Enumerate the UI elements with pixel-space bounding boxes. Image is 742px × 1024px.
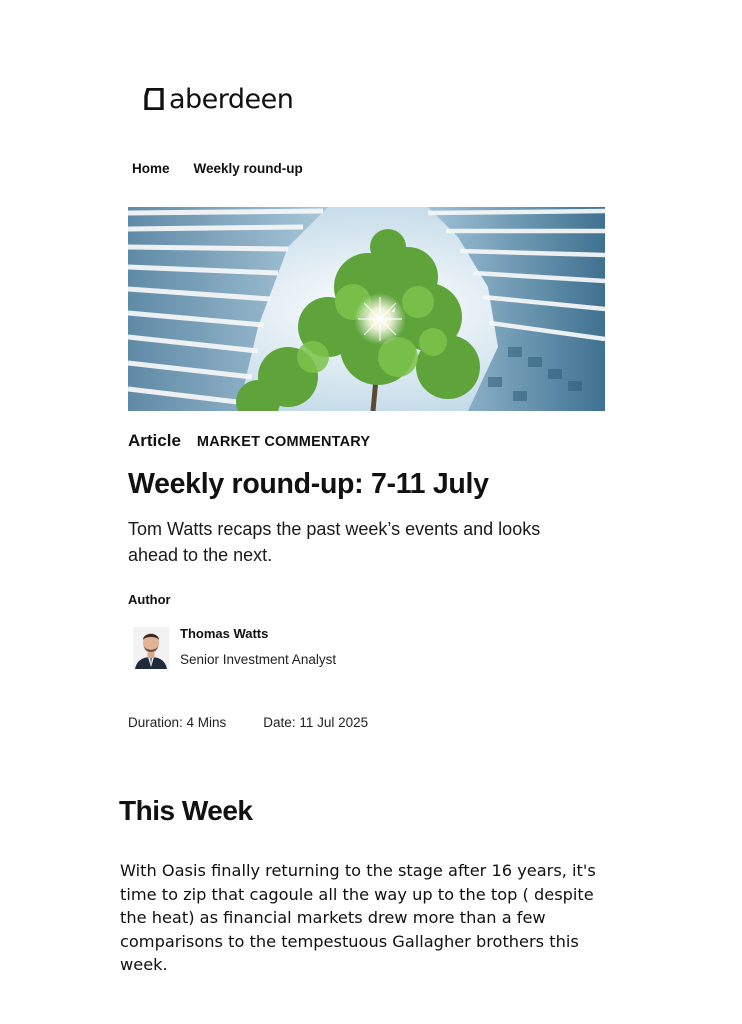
author-name[interactable]: Thomas Watts [180,626,269,641]
hero-image [128,207,605,411]
breadcrumb-current-link[interactable]: Weekly round-up [193,161,303,176]
article-date: Date: 11 Jul 2025 [263,715,369,730]
article-tags [128,431,370,451]
breadcrumb-home-link[interactable]: Home [132,161,170,176]
aberdeen-logo[interactable] [144,84,293,114]
author-heading: Author [128,592,171,607]
article-duration: Duration: 4 Mins [128,715,227,730]
page-title: Weekly round-up: 7-11 July [128,468,489,500]
article-summary: Tom Watts recaps the past week’s events and looks ahead to the next. [128,519,541,565]
breadcrumb [132,161,327,176]
logo-wordmark: aberdeen [169,83,294,115]
article-type-label: Article [128,431,181,450]
article-meta [128,715,368,730]
article-topic-label[interactable]: MARKET COMMENTARY [196,434,371,450]
author-role: Senior Investment Analyst [180,652,337,667]
section-heading: This Week [119,795,253,826]
aberdeen-logo-mark-icon [144,88,164,110]
avatar[interactable] [133,627,169,669]
section-body-paragraph: With Oasis finally returning to the stage after 16 years, it's time to zip that cagoule all the way up to the top ( despite the heat) as financial markets drew more than a few comparisons to the tempestuous Gallagher brothers this week. [120,861,596,974]
